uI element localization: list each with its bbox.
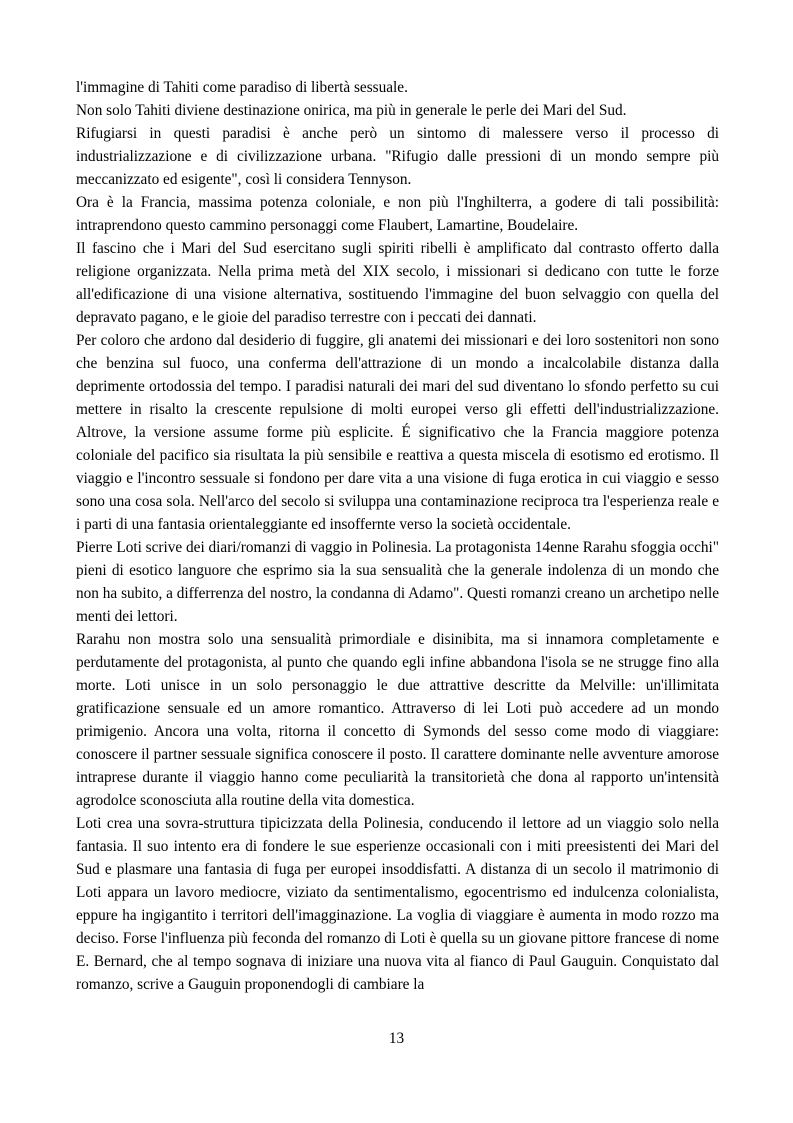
paragraph: Per coloro che ardono dal desiderio di fuggire, gli anatemi dei missionari e dei loro sostenitori non sono che benzina sul fuoco, una conferma dell'attrazione di un mondo a incalcolabile distanza dalla deprimente ortodossia del tempo. I paradisi naturali dei mari del sud diventano lo sfondo perfetto su cui mettere in risalto la crescente repulsione di molti europei verso gli effetti dell'industrializzazione. Altrove, la versione assume forme più esplicite. É significativo che la Francia maggiore potenza coloniale del pacifico sia risultata la più sensibile e reattiva a questa miscela di esotismo ed erotismo. Il viaggio e l'incontro sessuale si fondono per dare vita a una visione di fuga erotica in cui viaggio e sesso sono una cosa sola. Nell'arco del secolo si sviluppa una contaminazione reciproca tra l'esperienza reale e i parti di una fantasia orientaleggiante ed insoffernte verso la società occidentale.: [76, 332, 719, 533]
paragraph: Ora è la Francia, massima potenza coloniale, e non più l'Inghilterra, a godere di tali possibilità: intraprendono questo cammino personaggi come Flaubert, Lamartine, Boudelaire.: [76, 194, 719, 234]
paragraph: Non solo Tahiti diviene destinazione onirica, ma più in generale le perle dei Mari del Sud.: [76, 102, 627, 119]
paragraph: Pierre Loti scrive dei diari/romanzi di vaggio in Polinesia. La protagonista 14enne Rarahu sfoggia occhi" pieni di esotico languore che esprimo sia la sua sensualità che la generale indolenza di un mondo che non ha subito, a differrenza del nostro, la condanna di Adamo". Questi romanzi creano un archetipo nelle menti dei lettori.: [76, 539, 720, 625]
paragraph: Rifugiarsi in questi paradisi è anche però un sintomo di malessere verso il processo di industrializzazione e di civilizzazione urbana. "Rifugio dalle pressioni di un mondo sempre più meccanizzato ed esigente", così li considera Tennyson.: [76, 125, 719, 188]
paragraph: Il fascino che i Mari del Sud esercitano sugli spiriti ribelli è amplificato dal contrasto offerto dalla religione organizzata. Nella prima metà del XIX secolo, i missionari si dedicano con tutte le forze all'edificazione di una visione alternativa, sostituendo l'immagine del buon selvaggio con quella del depravato pagano, e le gioie del paradiso terrestre con i peccati dei dannati.: [76, 240, 719, 326]
paragraph: l'immagine di Tahiti come paradiso di libertà sessuale.: [76, 79, 408, 96]
paragraph: Loti crea una sovra-struttura tipicizzata della Polinesia, conducendo il lettore ad un viaggio solo nella fantasia. Il suo intento era di fondere le sue esperienze occasionali con i miti preesistenti dei Mari del Sud e plasmare una fantasia di fuga per europei insoddisfatti. A distanza di un secolo il matrimonio di Loti appara un lavoro mediocre, viziato da sentimentalismo, egocentrismo ed indulcenza colonialista, eppure ha ingigantito i territori dell'imagginazione. La voglia di viaggiare è aumenta in modo rozzo ma deciso. Forse l'influenza più feconda del romanzo di Loti è quella su un giovane pittore francese di nome E. Bernard, che al tempo sognava di iniziare una nuova vita al fianco di Paul Gauguin. Conquistato dal romanzo, scrive a Gauguin proponendogli di cambiare la: [76, 815, 719, 993]
paragraph: Rarahu non mostra solo una sensualità primordiale e disinibita, ma si innamora completamente e perdutamente del protagonista, al punto che quando egli infine abbandona l'isola se ne strugge fino alla morte. Loti unisce in un solo personaggio le due attrattive descritte da Melville: un'illimitata gratificazione sensuale ed un amore romantico. Attraverso di lei Loti può accedere ad un mondo primigenio. Ancora una volta, ritorna il concetto di Symonds del sesso come modo di viaggiare: conoscere il partner sessuale significa conoscere il posto. Il carattere dominante nelle avventure amorose intraprese durante il viaggio hanno come peculiarità la transitorietà che dona al rapporto un'intensità agrodolce sconosciuta alla routine della vita domestica.: [76, 631, 719, 809]
page-number: 13: [388, 1030, 405, 1047]
document-body: [76, 76, 719, 996]
